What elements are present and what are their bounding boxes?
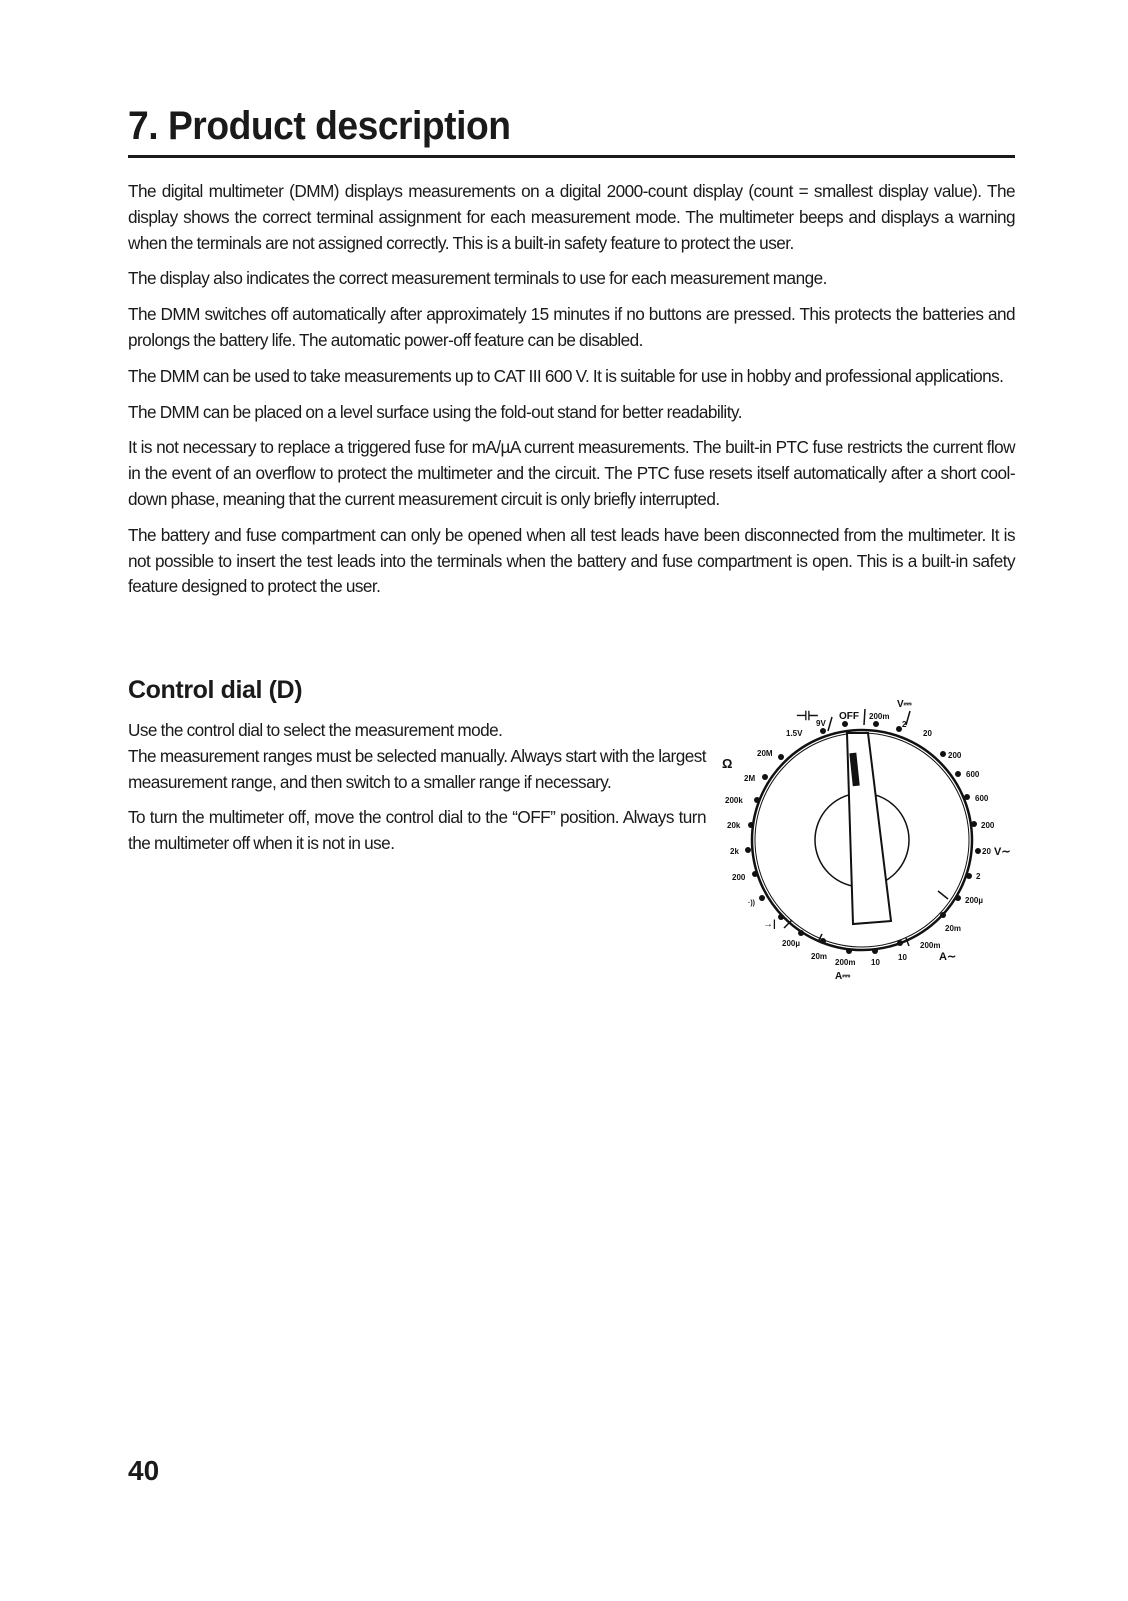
ohm-symbol: Ω xyxy=(722,756,733,771)
paragraph-dial-off: To turn the multimeter off, move the control dial to the “OFF” position. Always turn the multimeter off when it is not in use. xyxy=(128,807,706,854)
label-vac-title: V∼ xyxy=(994,846,1011,858)
paragraph-stand: The DMM can be placed on a level surface using the fold-out stand for better readability. xyxy=(128,401,742,422)
label-ohm-200k: 200k xyxy=(725,796,743,805)
label-vdc-200: 200 xyxy=(948,751,962,760)
body-text xyxy=(128,179,1015,610)
label-9v: 9V xyxy=(816,719,826,728)
label-adc-20m: 20m xyxy=(811,952,828,961)
paragraph-dial-usage: Use the control dial to select the measurement mode. The measurement ranges must be selected manually. Always start with the largest measurement range, and then switch to a smaller range if necessary. xyxy=(128,720,706,792)
label-vac-2: 2 xyxy=(976,872,981,881)
label-vac-200u: 200µ xyxy=(965,896,983,905)
page-title: 7. Product description xyxy=(128,104,511,148)
paragraph-auto-off: The DMM switches off automatically after approximately 15 minutes if no buttons are pressed. This protects the batteries and prolongs the battery life. The automatic power-off feature can be disabled. xyxy=(128,304,1015,350)
paragraph-terminals: The display also indicates the correct measurement terminals to use for each measurement mange. xyxy=(128,268,827,289)
label-vac-20: 20 xyxy=(982,847,991,856)
label-ohm-20k: 20k xyxy=(727,821,741,830)
page-number: 40 xyxy=(128,1455,160,1486)
label-1-5v: 1.5V xyxy=(786,729,803,738)
label-vac-200: 200 xyxy=(981,821,995,830)
label-vdc-2: 2 xyxy=(902,720,907,729)
label-off: OFF xyxy=(839,711,859,722)
label-vdc-title: V⎓ xyxy=(897,699,912,710)
paragraph-display: The digital multimeter (DMM) displays measurements on a digital 2000-count display (count = smallest display value). The display shows the correct terminal assignment for each measurement mode. The multimeter beeps and displays a warning when the terminals are not assigned correctly. This is a built-in safety feature to protect the user. xyxy=(128,181,1015,253)
battery-symbol: ⊣⊢ xyxy=(796,708,819,723)
paragraph-ptc-fuse: It is not necessary to replace a triggered fuse for mA/µA current measurements. The built-in PTC fuse restricts the current flow in the event of an overflow to protect the multimeter and the circuit. The PTC fuse resets itself automatically after a short cool-down phase, meaning that the current measurement circuit is only briefly interrupted. xyxy=(128,437,1015,509)
label-adc-200u: 200µ xyxy=(782,939,800,948)
label-aac-200m: 200m xyxy=(920,941,941,950)
label-aac-20m: 20m xyxy=(945,924,962,933)
diode-icon: →| xyxy=(763,919,776,930)
control-dial-figure xyxy=(710,695,1030,990)
label-aac-10: 10 xyxy=(898,953,907,962)
label-ohm-2m: 2M xyxy=(744,774,756,783)
label-adc-200m: 200m xyxy=(835,958,856,967)
label-vac-600: 600 xyxy=(975,794,989,803)
label-aac-title: A∼ xyxy=(939,951,957,963)
label-vdc-200m: 200m xyxy=(869,712,890,721)
paragraph-battery-compartment: The battery and fuse compartment can only be opened when all test leads have been disconnected from the multimeter. It is not possible to insert the test leads into the terminals when the battery and fuse compartment is open. This is a built-in safety feature designed to protect the user. xyxy=(128,524,1015,597)
section-title-control-dial: Control dial (D) xyxy=(128,676,303,704)
control-dial-text xyxy=(128,718,706,867)
label-adc-title: A⎓ xyxy=(835,971,851,982)
paragraph-cat-rating: The DMM can be used to take measurements up to CAT III 600 V. It is suitable for use in hobby and professional applications. xyxy=(128,365,1004,386)
label-ohm-2k: 2k xyxy=(730,847,739,856)
continuity-icon: ·)) xyxy=(748,900,755,907)
label-vdc-600: 600 xyxy=(966,770,980,779)
label-vdc-20: 20 xyxy=(923,729,932,738)
label-ohm-200: 200 xyxy=(732,873,746,882)
title-rule xyxy=(128,155,1015,158)
label-adc-10: 10 xyxy=(871,958,880,967)
label-ohm-20m: 20M xyxy=(757,749,773,758)
